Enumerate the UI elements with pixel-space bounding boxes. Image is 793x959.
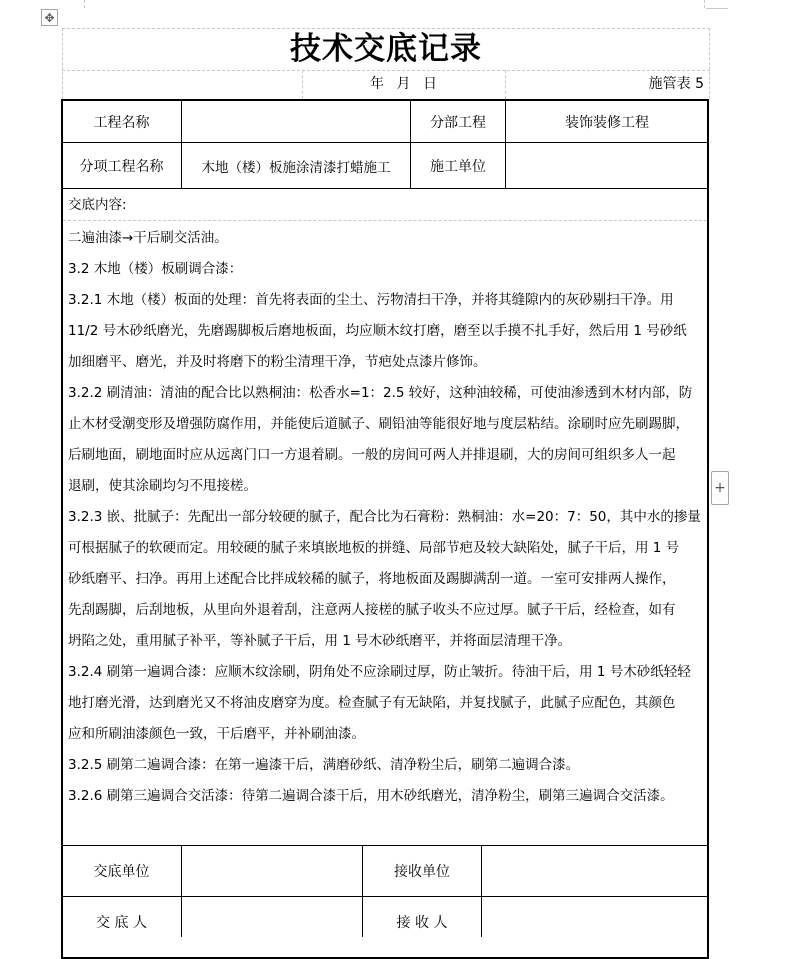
content-line: 退刷，使其涂刷均匀不甩接槎。 — [68, 478, 257, 494]
page-corner-guide — [706, 8, 728, 9]
content-line: 后刷地面，刷地面时应从远离门口一方退着刷。一般的房间可两人并排退刷，大的房间可组织多人一起 — [68, 447, 676, 463]
content-line: 3.2.5 刷第二遍调合漆：在第一遍漆干后，满磨砂纸、清净粉尘后，刷第二遍调合漆。 — [68, 757, 580, 773]
receive-unit-field[interactable] — [482, 846, 708, 896]
receive-unit-label: 接收单位 — [394, 864, 450, 880]
page-corner-guide — [704, 0, 705, 8]
division-field[interactable]: 装饰装修工程 — [565, 114, 649, 131]
content-line: 3.2.6 刷第三遍调合交活漆：待第二遍调合漆干后，用木砂纸磨光，清净粉尘，刷第三遍调合交活漆。 — [68, 788, 674, 804]
receive-person-label: 接 收 人 — [396, 915, 448, 931]
document-title: 技术交底记录 — [290, 31, 482, 67]
page-corner-guide — [84, 0, 85, 8]
handover-person-field[interactable] — [182, 907, 362, 937]
handover-person-label: 交 底 人 — [96, 915, 147, 931]
content-line: 先刮踢脚，后刮地板，从里向外退着刮，注意两人接槎的腻子收头不应过厚。腻子干后，经检查，如有 — [68, 602, 676, 618]
content-line: 砂纸磨平、扫净。再用上述配合比拌成较稀的腻子，将地板面及踢脚满刮一道。一室可安排两人操作， — [68, 571, 676, 587]
form-number: 施管表 5 — [648, 76, 704, 92]
table-move-handle-icon[interactable]: ✥ — [41, 9, 58, 26]
content-line: 加细磨平、磨光，并及时将磨下的粉尘清理干净，节疤处点漆片修饰。 — [68, 354, 487, 370]
content-line: 3.2 木地（楼）板刷调合漆： — [68, 261, 243, 277]
content-line: 地打磨光滑，达到磨光又不将油皮磨穿为度。检查腻子有无缺陷，并复找腻子，此腻子应配色，其颜色 — [68, 695, 676, 711]
content-line: 3.2.4 刷第一遍调合漆：应顺木纹涂刷，阴角处不应涂刷过厚，防止皱折。待油干后，用 1 号木砂纸轻轻 — [68, 664, 691, 680]
content-line: 止木材受潮变形及增强防腐作用，并能使后道腻子、刷铅油等能很好地与度层粘结。涂刷时应先刷踢脚， — [68, 416, 689, 432]
receive-person-field[interactable] — [482, 907, 708, 937]
content-line: 11/2 号木砂纸磨光，先磨踢脚板后磨地板面，均应顺木纹打磨，磨至以手摸不扎手好，然后用 1 号砂纸 — [68, 323, 687, 339]
content-line: 二遍油漆→干后刷交活油。 — [68, 230, 228, 246]
content-label: 交底内容: — [68, 197, 127, 213]
division-label: 分部工程 — [430, 114, 486, 131]
gridline — [63, 220, 707, 221]
subitem-field[interactable]: 木地（楼）板施涂清漆打蜡施工 — [201, 159, 391, 176]
handover-unit-label: 交底单位 — [93, 864, 150, 880]
content-line: 3.2.2 刷清油：清油的配合比以熟桐油：松香水=1：2.5 较好，这种油较稀，可使油渗透到木材内部，防 — [68, 385, 693, 401]
handover-unit-field[interactable] — [182, 846, 362, 896]
project-name-field[interactable] — [182, 101, 410, 142]
table-rule — [61, 188, 709, 189]
content-line: 坍陷之处，重用腻子补平，等补腻子干后，用 1 号木砂纸磨平，并将面层清理干净。 — [68, 633, 572, 649]
subitem-label: 分项工程名称 — [79, 158, 164, 175]
table-rule — [61, 896, 709, 897]
content-line: 3.2.1 木地（楼）板面的处理：首先将表面的尘土、污物清扫干净，并将其缝隙内的灰砂剔扫干净。用 — [68, 292, 674, 308]
constructor-field[interactable] — [506, 143, 708, 188]
content-line: 可根据腻子的软硬而定。用较硬的腻子来填嵌地板的拼缝、局部节疤及较大缺陷处，腻子干后，用 1 号 — [68, 540, 680, 556]
content-line: 3.2.3 嵌、批腻子：先配出一部分较硬的腻子，配合比为石膏粉：熟桐油：水=20：7：50，其中水的掺量 — [68, 509, 701, 525]
constructor-label: 施工单位 — [430, 158, 486, 175]
date-field[interactable]: 年 月 日 — [370, 76, 437, 92]
add-row-icon[interactable]: + — [711, 471, 729, 505]
content-line: 应和所刷油漆颜色一致，干后磨平，并补刷油漆。 — [68, 726, 365, 742]
project-name-label: 工程名称 — [93, 114, 150, 131]
